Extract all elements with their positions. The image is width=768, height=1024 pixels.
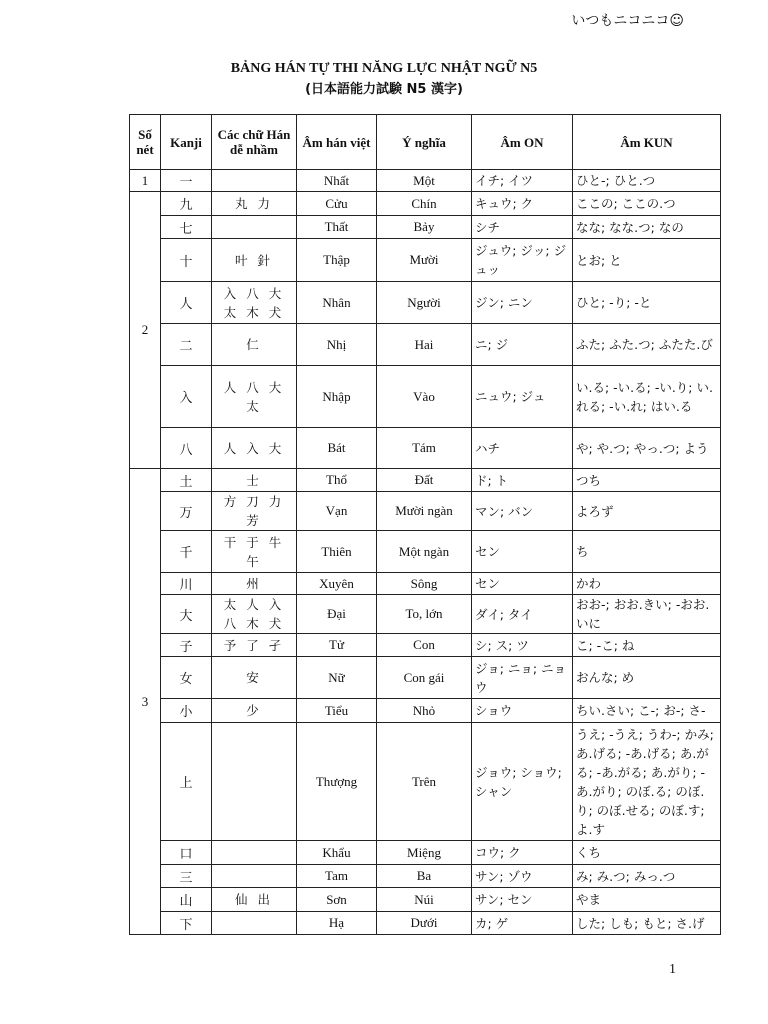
kun-reading-cell: やま bbox=[573, 888, 721, 912]
kanji-cell: 山 bbox=[161, 888, 212, 912]
kun-reading-cell: こ; -こ; ね bbox=[573, 634, 721, 657]
on-reading-cell: ダイ; タイ bbox=[472, 595, 573, 634]
kanji-table bbox=[129, 114, 721, 935]
meaning-cell: Mười ngàn bbox=[377, 492, 472, 531]
hanviet-cell: Cửu bbox=[297, 192, 377, 216]
hanviet-cell: Nhân bbox=[297, 282, 377, 324]
hanviet-cell: Sơn bbox=[297, 888, 377, 912]
table-row bbox=[130, 170, 721, 192]
column-header-kun-reading: Âm KUN bbox=[573, 115, 721, 170]
on-reading-cell: マン; バン bbox=[472, 492, 573, 531]
kun-reading-cell: した; しも; もと; さ.げ bbox=[573, 912, 721, 935]
confusable-cell: 方 刀 力 芳 bbox=[212, 492, 297, 531]
hanviet-cell: Tam bbox=[297, 865, 377, 888]
confusable-cell: 人 入 大 bbox=[212, 428, 297, 469]
confusable-cell: 叶 針 bbox=[212, 239, 297, 282]
hanviet-cell: Thất bbox=[297, 216, 377, 239]
on-reading-cell: ハチ bbox=[472, 428, 573, 469]
on-reading-cell: シ; ス; ツ bbox=[472, 634, 573, 657]
on-reading-cell: サン; セン bbox=[472, 888, 573, 912]
kanji-cell: 女 bbox=[161, 657, 212, 699]
on-reading-cell: ジュウ; ジッ; ジュッ bbox=[472, 239, 573, 282]
kun-reading-cell: よろず bbox=[573, 492, 721, 531]
table-row bbox=[130, 366, 721, 428]
hanviet-cell: Thập bbox=[297, 239, 377, 282]
kun-reading-cell: つち bbox=[573, 469, 721, 492]
table-row bbox=[130, 282, 721, 324]
hanviet-cell: Xuyên bbox=[297, 573, 377, 595]
hanviet-cell: Tử bbox=[297, 634, 377, 657]
meaning-cell: Con bbox=[377, 634, 472, 657]
on-reading-cell: ド; ト bbox=[472, 469, 573, 492]
table-row bbox=[130, 492, 721, 531]
table-row bbox=[130, 699, 721, 723]
kun-reading-cell: や; や.つ; やっ.つ; よう bbox=[573, 428, 721, 469]
kanji-cell: 入 bbox=[161, 366, 212, 428]
table-row bbox=[130, 865, 721, 888]
stroke-count-cell: 1 bbox=[130, 170, 161, 192]
column-header-hanviet: Âm hán việt bbox=[297, 115, 377, 170]
on-reading-cell: セン bbox=[472, 573, 573, 595]
meaning-cell: Trên bbox=[377, 723, 472, 841]
page-number: 1 bbox=[669, 962, 676, 977]
meaning-cell: Bảy bbox=[377, 216, 472, 239]
meaning-cell: Dưới bbox=[377, 912, 472, 935]
table-row bbox=[130, 723, 721, 841]
table-row bbox=[130, 469, 721, 492]
meaning-cell: Miệng bbox=[377, 841, 472, 865]
table-row bbox=[130, 324, 721, 366]
table-row bbox=[130, 634, 721, 657]
kanji-cell: 十 bbox=[161, 239, 212, 282]
confusable-cell: 干 于 牛 午 bbox=[212, 531, 297, 573]
table-header-row bbox=[130, 115, 721, 170]
column-header-confusable: Các chữ Hán dễ nhầm bbox=[212, 115, 297, 170]
table-row bbox=[130, 239, 721, 282]
column-header-meaning: Ý nghĩa bbox=[377, 115, 472, 170]
on-reading-cell: コウ; ク bbox=[472, 841, 573, 865]
table-row bbox=[130, 531, 721, 573]
on-reading-cell: サン; ゾウ bbox=[472, 865, 573, 888]
confusable-cell: 予 了 孑 bbox=[212, 634, 297, 657]
kun-reading-cell: ここの; ここの.つ bbox=[573, 192, 721, 216]
stroke-count-cell: 3 bbox=[130, 469, 161, 935]
meaning-cell: Chín bbox=[377, 192, 472, 216]
hanviet-cell: Nhất bbox=[297, 170, 377, 192]
meaning-cell: Núi bbox=[377, 888, 472, 912]
on-reading-cell: カ; ゲ bbox=[472, 912, 573, 935]
kanji-cell: 子 bbox=[161, 634, 212, 657]
confusable-cell bbox=[212, 723, 297, 841]
on-reading-cell: イチ; イツ bbox=[472, 170, 573, 192]
on-reading-cell: ニュウ; ジュ bbox=[472, 366, 573, 428]
on-reading-cell: ジョ; ニョ; ニョウ bbox=[472, 657, 573, 699]
kun-reading-cell: い.る; -い.る; -い.り; い.れる; -い.れ; はい.る bbox=[573, 366, 721, 428]
meaning-cell: Vào bbox=[377, 366, 472, 428]
kanji-cell: 二 bbox=[161, 324, 212, 366]
kun-reading-cell: おんな; め bbox=[573, 657, 721, 699]
on-reading-cell: セン bbox=[472, 531, 573, 573]
header-note: いつもニコニコ☺ bbox=[571, 13, 684, 29]
meaning-cell: Đất bbox=[377, 469, 472, 492]
kanji-cell: 下 bbox=[161, 912, 212, 935]
on-reading-cell: ニ; ジ bbox=[472, 324, 573, 366]
kanji-cell: 三 bbox=[161, 865, 212, 888]
kun-reading-cell: なな; なな.つ; なの bbox=[573, 216, 721, 239]
table-row bbox=[130, 428, 721, 469]
meaning-cell: Một ngàn bbox=[377, 531, 472, 573]
stroke-count-cell: 2 bbox=[130, 192, 161, 469]
hanviet-cell: Khẩu bbox=[297, 841, 377, 865]
hanviet-cell: Thượng bbox=[297, 723, 377, 841]
kun-reading-cell: ふた; ふた.つ; ふたた.び bbox=[573, 324, 721, 366]
confusable-cell: 士 bbox=[212, 469, 297, 492]
table-row bbox=[130, 657, 721, 699]
hanviet-cell: Nhị bbox=[297, 324, 377, 366]
confusable-cell: 太 人 入 八 木 犬 bbox=[212, 595, 297, 634]
meaning-cell: Người bbox=[377, 282, 472, 324]
kanji-cell: 九 bbox=[161, 192, 212, 216]
document-title: BẢNG HÁN TỰ THI NĂNG LỰC NHẬT NGỮ N5 bbox=[230, 61, 538, 76]
on-reading-cell: ジョウ; ショウ; シャン bbox=[472, 723, 573, 841]
column-header-on-reading: Âm ON bbox=[472, 115, 573, 170]
kanji-cell: 口 bbox=[161, 841, 212, 865]
confusable-cell: 安 bbox=[212, 657, 297, 699]
hanviet-cell: Đại bbox=[297, 595, 377, 634]
kun-reading-cell: かわ bbox=[573, 573, 721, 595]
hanviet-cell: Bát bbox=[297, 428, 377, 469]
confusable-cell bbox=[212, 865, 297, 888]
meaning-cell: Hai bbox=[377, 324, 472, 366]
column-header-strokes: Số nét bbox=[130, 115, 161, 170]
kanji-cell: 一 bbox=[161, 170, 212, 192]
meaning-cell: Một bbox=[377, 170, 472, 192]
hanviet-cell: Thiên bbox=[297, 531, 377, 573]
confusable-cell: 入 八 大 太 木 犬 bbox=[212, 282, 297, 324]
meaning-cell: To, lớn bbox=[377, 595, 472, 634]
kanji-cell: 川 bbox=[161, 573, 212, 595]
confusable-cell: 仙 出 bbox=[212, 888, 297, 912]
kanji-cell: 千 bbox=[161, 531, 212, 573]
hanviet-cell: Hạ bbox=[297, 912, 377, 935]
confusable-cell bbox=[212, 216, 297, 239]
table-row bbox=[130, 216, 721, 239]
kanji-cell: 人 bbox=[161, 282, 212, 324]
kun-reading-cell: み; み.つ; みっ.つ bbox=[573, 865, 721, 888]
kun-reading-cell: ひと-; ひと.つ bbox=[573, 170, 721, 192]
table-body bbox=[130, 170, 721, 935]
meaning-cell: Mười bbox=[377, 239, 472, 282]
kun-reading-cell: おお-; おお.きい; -おお.いに bbox=[573, 595, 721, 634]
confusable-cell: 人 八 大 太 bbox=[212, 366, 297, 428]
kanji-cell: 八 bbox=[161, 428, 212, 469]
table-row bbox=[130, 192, 721, 216]
confusable-cell bbox=[212, 170, 297, 192]
table-row bbox=[130, 912, 721, 935]
table-row bbox=[130, 573, 721, 595]
kanji-cell: 大 bbox=[161, 595, 212, 634]
kun-reading-cell: とお; と bbox=[573, 239, 721, 282]
table-row bbox=[130, 595, 721, 634]
confusable-cell: 少 bbox=[212, 699, 297, 723]
meaning-cell: Sông bbox=[377, 573, 472, 595]
confusable-cell bbox=[212, 912, 297, 935]
kanji-cell: 土 bbox=[161, 469, 212, 492]
confusable-cell: 丸 力 bbox=[212, 192, 297, 216]
table-row bbox=[130, 888, 721, 912]
kanji-cell: 上 bbox=[161, 723, 212, 841]
hanviet-cell: Thổ bbox=[297, 469, 377, 492]
meaning-cell: Nhỏ bbox=[377, 699, 472, 723]
confusable-cell: 仁 bbox=[212, 324, 297, 366]
hanviet-cell: Nữ bbox=[297, 657, 377, 699]
kanji-cell: 小 bbox=[161, 699, 212, 723]
on-reading-cell: ショウ bbox=[472, 699, 573, 723]
on-reading-cell: キュウ; ク bbox=[472, 192, 573, 216]
on-reading-cell: シチ bbox=[472, 216, 573, 239]
meaning-cell: Con gái bbox=[377, 657, 472, 699]
kun-reading-cell: ちい.さい; こ-; お-; さ- bbox=[573, 699, 721, 723]
confusable-cell: 州 bbox=[212, 573, 297, 595]
document-subtitle: (日本語能力試験 N5 漢字) bbox=[305, 82, 463, 97]
hanviet-cell: Tiểu bbox=[297, 699, 377, 723]
meaning-cell: Ba bbox=[377, 865, 472, 888]
kun-reading-cell: うえ; -うえ; うわ-; かみ; あ.げる; -あ.げる; あ.がる; -あ.がる; あ.がり; -あ.がり; のぼ.る; のぼ.り; のぼ.せる; のぼ.す; よ.す bbox=[573, 723, 721, 841]
hanviet-cell: Vạn bbox=[297, 492, 377, 531]
hanviet-cell: Nhập bbox=[297, 366, 377, 428]
kanji-cell: 七 bbox=[161, 216, 212, 239]
column-header-kanji: Kanji bbox=[161, 115, 212, 170]
kun-reading-cell: ち bbox=[573, 531, 721, 573]
on-reading-cell: ジン; ニン bbox=[472, 282, 573, 324]
table-row bbox=[130, 841, 721, 865]
confusable-cell bbox=[212, 841, 297, 865]
kanji-cell: 万 bbox=[161, 492, 212, 531]
meaning-cell: Tám bbox=[377, 428, 472, 469]
kun-reading-cell: ひと; -り; -と bbox=[573, 282, 721, 324]
kun-reading-cell: くち bbox=[573, 841, 721, 865]
